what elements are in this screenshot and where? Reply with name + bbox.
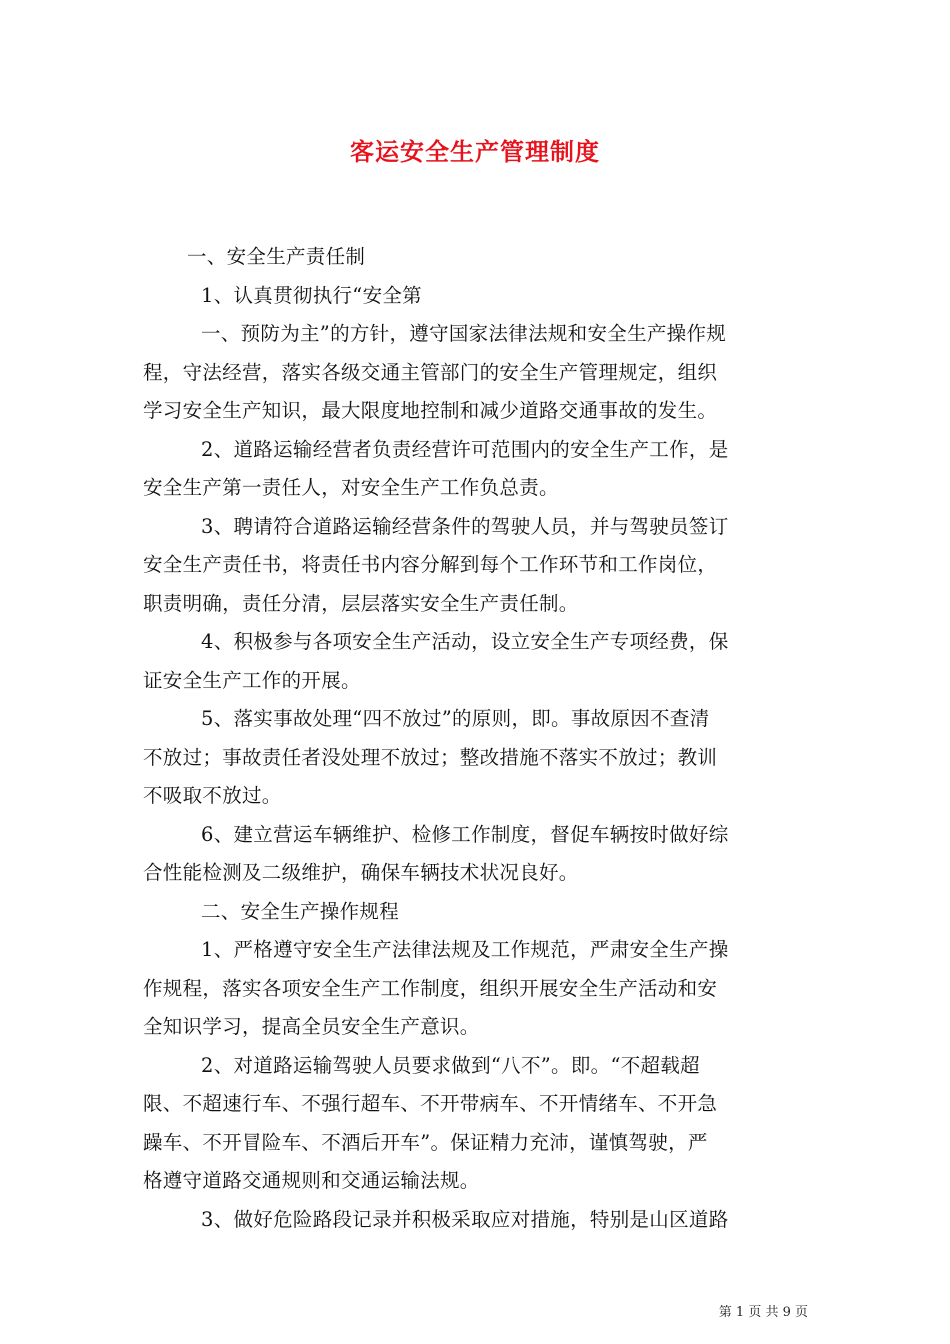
text-line: 不放过；事故责任者没处理不放过；整改措施不落实不放过；教训	[143, 745, 718, 769]
text-line: 一、预防为主”的方针，遵守国家法律法规和安全生产操作规	[201, 322, 727, 345]
page-footer: 第 1 页 共 9 页	[718, 1305, 808, 1320]
text-line: 6、建立营运车辆维护、检修工作制度，督促车辆按时做好综	[201, 822, 729, 846]
text-line: 4、积极参与各项安全生产活动，设立安全生产专项经费，保	[201, 630, 729, 653]
text-line: 限、不超速行车、不强行超车、不开带病车、不开情绪车、不开急	[143, 1092, 718, 1115]
text-line: 合性能检测及二级维护，确保车辆技术状况良好。	[143, 861, 579, 884]
text-line: 作规程，落实各项安全生产工作制度，组织开展安全生产活动和安	[143, 976, 718, 1000]
text-line: 躁车、不开冒险车、不酒后开车”。保证精力充沛，谨慎驾驶，严	[143, 1130, 708, 1154]
text-line: 全知识学习，提高全员安全生产意识。	[143, 1015, 480, 1038]
text-line: 5、落实事故处理“四不放过”的原则，即。事故原因不查清	[201, 707, 710, 730]
text-line: 3、聘请符合道路运输经营条件的驾驶人员，并与驾驶员签订	[201, 514, 729, 538]
text-line: 安全生产责任书，将责任书内容分解到每个工作环节和工作岗位，	[143, 553, 718, 576]
text-line: 2、对道路运输驾驶人员要求做到“八不”。即。“不超载超	[201, 1053, 700, 1077]
text-line: 程，守法经营，落实各级交通主管部门的安全生产管理规定，组织	[143, 360, 718, 384]
text-line: 1、严格遵守安全生产法律法规及工作规范，严肃安全生产操	[201, 938, 729, 961]
text-line: 职责明确，责任分清，层层落实安全生产责任制。	[143, 591, 579, 615]
text-line: 2、道路运输经营者负责经营许可范围内的安全生产工作，是	[201, 437, 729, 461]
text-line: 学习安全生产知识，最大限度地控制和减少道路交通事故的发生。	[143, 399, 718, 422]
text-line: 一、安全生产责任制	[187, 245, 366, 268]
text-line: 证安全生产工作的开展。	[143, 668, 361, 692]
document-body	[143, 238, 809, 1239]
document-title: 客运安全生产管理制度	[350, 137, 600, 166]
text-line: 格遵守道路交通规则和交通运输法规。	[143, 1169, 480, 1192]
text-line: 安全生产第一责任人，对安全生产工作负总责。	[143, 476, 559, 499]
text-line: 1、认真贯彻执行“安全第	[201, 283, 422, 307]
text-line: 二、安全生产操作规程	[201, 899, 400, 923]
text-line: 不吸取不放过。	[143, 784, 282, 807]
text-line: 3、做好危险路段记录并积极采取应对措施，特别是山区道路	[201, 1207, 729, 1231]
